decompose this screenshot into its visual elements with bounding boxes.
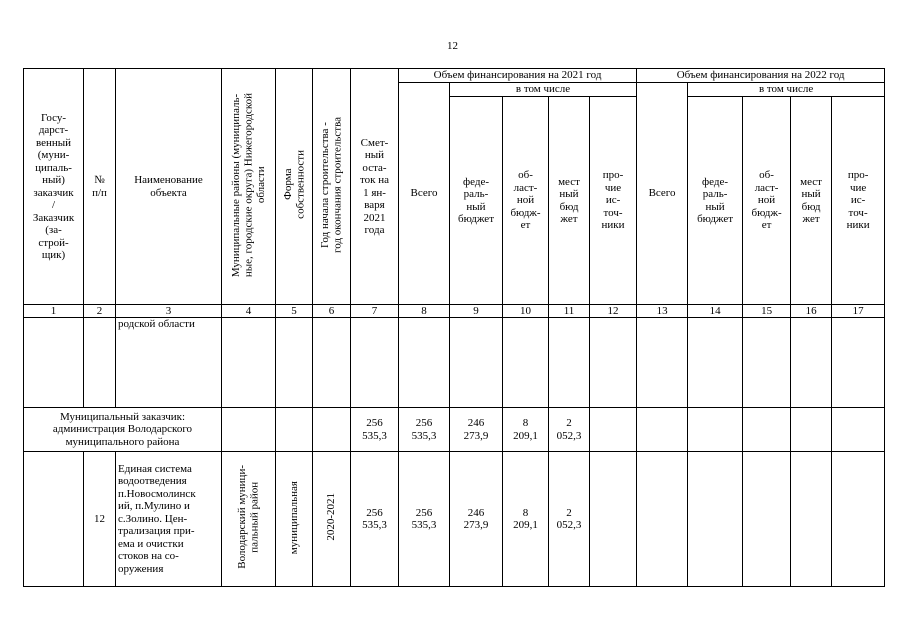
column-number: 5 xyxy=(276,305,313,318)
column-number: 1 xyxy=(24,305,84,318)
column-number: 7 xyxy=(351,305,399,318)
column-number: 14 xyxy=(688,305,743,318)
item-ownership xyxy=(276,452,313,587)
item-row xyxy=(24,452,885,587)
header-name: Наименование объекта xyxy=(116,69,222,305)
header-estimate: Смет- ный оста- ток на 1 ян- варя 2021 года xyxy=(351,69,399,305)
item-district-text: Володарский муници- пальный район xyxy=(236,465,261,570)
header-incl-2022: в том числе xyxy=(688,83,885,97)
page-number: 12 xyxy=(447,40,458,52)
item-ownership-text: муниципальная xyxy=(287,480,300,554)
header-local-2022: мест ный бюд жет xyxy=(791,97,832,305)
header-district-text: Муниципальные районы (муниципаль- ные, городские округа) Нижегородской области xyxy=(229,92,267,277)
financing-table xyxy=(23,68,885,587)
column-number: 15 xyxy=(743,305,791,318)
column-number: 2 xyxy=(84,305,116,318)
federal-2021-value: 246 273,9 xyxy=(450,452,503,587)
item-years xyxy=(313,452,351,587)
header-total-2021: Всего xyxy=(399,83,450,305)
estimate-value: 256 535,3 xyxy=(351,452,399,587)
header-years-text: Год начала строительства - год окончания строительства xyxy=(319,116,344,253)
local-2021-value: 2 052,3 xyxy=(549,408,590,452)
customer-label: Муниципальный заказчик: администрация Володарского муниципального района xyxy=(24,408,222,452)
column-number-row xyxy=(24,305,885,318)
header-other-2022: про- чие ис- точ- ники xyxy=(832,97,885,305)
header-regional-2022: об- ласт- ной бюдж- ет xyxy=(743,97,791,305)
column-number: 10 xyxy=(503,305,549,318)
item-number: 12 xyxy=(84,452,116,587)
header-total-2022: Всего xyxy=(637,83,688,305)
header-district xyxy=(222,69,276,305)
header-federal-2022: феде- раль- ный бюджет xyxy=(688,97,743,305)
column-number: 6 xyxy=(313,305,351,318)
header-fin-2022: Объем финансирования на 2022 год xyxy=(637,69,885,83)
column-number: 11 xyxy=(549,305,590,318)
header-incl-2021: в том числе xyxy=(450,83,637,97)
local-2021-value: 2 052,3 xyxy=(549,452,590,587)
item-years-text: 2020-2021 xyxy=(325,493,338,542)
regional-2021-value: 8 209,1 xyxy=(503,408,549,452)
item-name: Единая система водоотведения п.Новосмолинск ий, п.Мулино и с.Золино. Цен- трализация при- ема и очистки стоков на со- оружения xyxy=(116,452,222,587)
header-regional-2021: об- ласт- ной бюдж- ет xyxy=(503,97,549,305)
header-federal-2021: феде- раль- ный бюджет xyxy=(450,97,503,305)
column-number: 3 xyxy=(116,305,222,318)
column-number: 9 xyxy=(450,305,503,318)
header-fin-2021: Объем финансирования на 2021 год xyxy=(399,69,637,83)
continuation-row xyxy=(24,318,885,408)
estimate-value: 256 535,3 xyxy=(351,408,399,452)
customer-row xyxy=(24,408,885,452)
total-2021-value: 256 535,3 xyxy=(399,408,450,452)
header-other-2021: про- чие ис- точ- ники xyxy=(590,97,637,305)
column-number: 13 xyxy=(637,305,688,318)
item-district xyxy=(222,452,276,587)
federal-2021-value: 246 273,9 xyxy=(450,408,503,452)
regional-2021-value: 8 209,1 xyxy=(503,452,549,587)
header-years xyxy=(313,69,351,305)
header-local-2021: мест ный бюд жет xyxy=(549,97,590,305)
column-number: 17 xyxy=(832,305,885,318)
column-number: 12 xyxy=(590,305,637,318)
column-number: 4 xyxy=(222,305,276,318)
header-no: № п/п xyxy=(84,69,116,305)
header-ownership-text: Форма собственности xyxy=(281,150,306,220)
column-number: 16 xyxy=(791,305,832,318)
continuation-name: родской области xyxy=(116,318,222,408)
column-number: 8 xyxy=(399,305,450,318)
header-ownership xyxy=(276,69,313,305)
total-2021-value: 256 535,3 xyxy=(399,452,450,587)
header-customer: Госу- дарст- венный (муни- ципаль- ный) заказчик / Заказчик (за- строй- щик) xyxy=(24,69,84,305)
